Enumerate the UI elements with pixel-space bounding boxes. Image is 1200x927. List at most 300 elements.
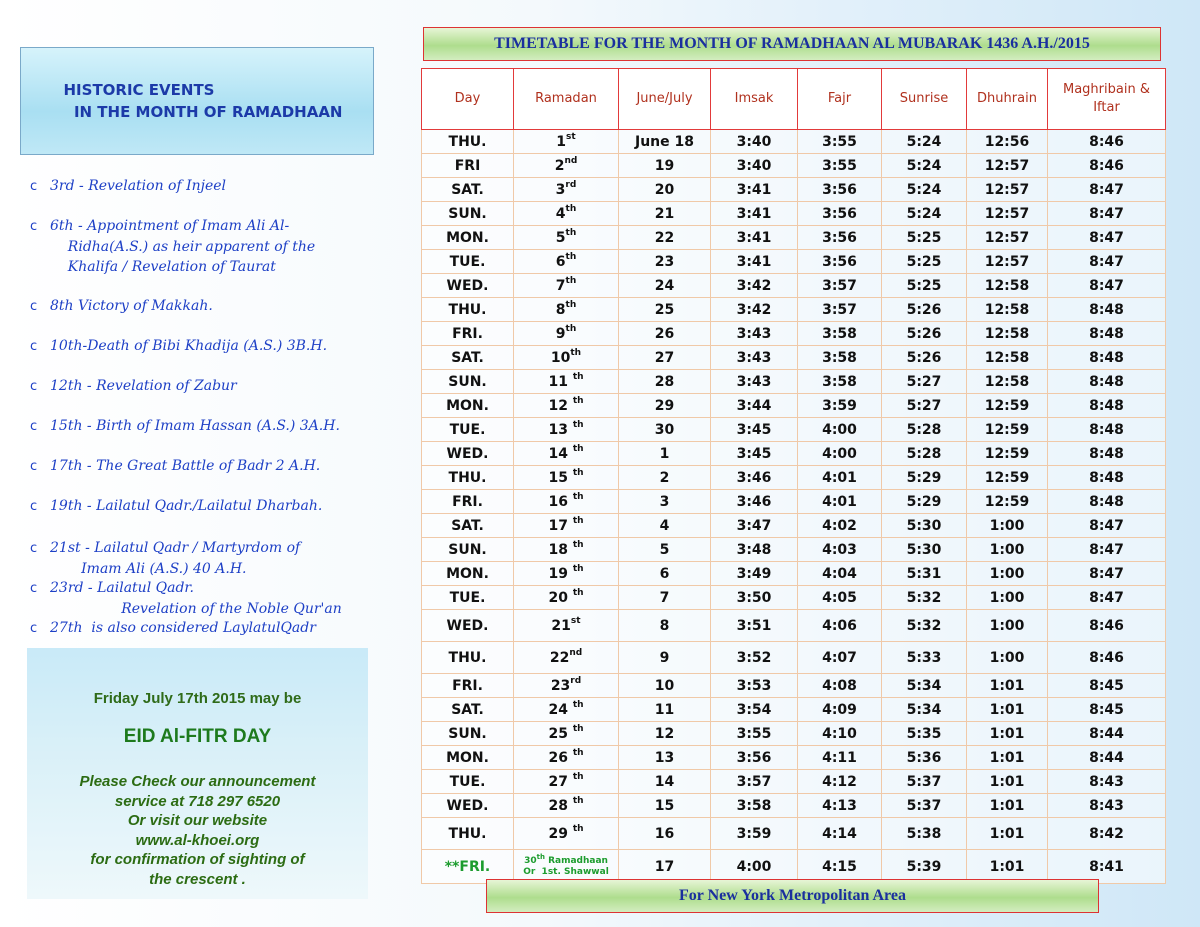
dhuhrain-cell: 1:00 (967, 642, 1048, 674)
sunrise-cell: 5:39 (882, 850, 967, 884)
table-row (422, 442, 1166, 466)
imsak-cell: 3:45 (711, 418, 798, 442)
table-row (422, 562, 1166, 586)
fajr-cell: 4:06 (798, 610, 882, 642)
historic-event-item (30, 618, 316, 639)
fajr-cell: 4:10 (798, 722, 882, 746)
date-cell: 30 (619, 418, 711, 442)
dhuhrain-cell: 12:59 (967, 442, 1048, 466)
ordinal-suffix: th (565, 203, 577, 214)
date-cell: 1 (619, 442, 711, 466)
day-cell: SUN. (422, 202, 514, 226)
date-cell: 3 (619, 490, 711, 514)
day-cell: WED. (422, 274, 514, 298)
fajr-cell: 4:14 (798, 818, 882, 850)
sunrise-cell: 5:34 (882, 674, 967, 698)
eid-announcement-box (27, 648, 368, 899)
ramadan-day-cell (514, 178, 619, 202)
dhuhrain-cell: 12:58 (967, 346, 1048, 370)
imsak-cell: 3:54 (711, 698, 798, 722)
sunrise-cell: 5:31 (882, 562, 967, 586)
ramadan-day-number: 12 (548, 397, 573, 414)
day-cell: SAT. (422, 514, 514, 538)
iftar-cell: 8:47 (1048, 586, 1166, 610)
fajr-cell: 3:58 (798, 346, 882, 370)
imsak-cell: 3:50 (711, 586, 798, 610)
imsak-cell: 3:45 (711, 442, 798, 466)
historic-event-text: Revelation of the Noble Qur'an (50, 601, 342, 617)
day-cell: TUE. (422, 418, 514, 442)
eid-contact-info: Please Check our announcement service at 718 297 6520 Or visit our website www.al-khoei.org for confirmation of sighting of the crescent . (79, 773, 316, 888)
iftar-cell: 8:43 (1048, 794, 1166, 818)
day-cell: FRI. (422, 674, 514, 698)
ramadan-day-cell (514, 394, 619, 418)
fajr-cell: 3:58 (798, 370, 882, 394)
day-cell: THU. (422, 466, 514, 490)
table-row (422, 586, 1166, 610)
imsak-cell: 3:40 (711, 154, 798, 178)
sunrise-cell: 5:26 (882, 322, 967, 346)
iftar-cell: 8:46 (1048, 130, 1166, 154)
date-cell: 12 (619, 722, 711, 746)
iftar-cell: 8:45 (1048, 674, 1166, 698)
day-cell: MON. (422, 562, 514, 586)
imsak-cell: 3:41 (711, 226, 798, 250)
ramadan-day-number: 18 (548, 541, 573, 558)
day-cell: SUN. (422, 370, 514, 394)
table-row (422, 490, 1166, 514)
sunrise-cell: 5:29 (882, 466, 967, 490)
ordinal-suffix: th (572, 539, 584, 550)
fajr-cell: 3:59 (798, 394, 882, 418)
ordinal-suffix: th (536, 852, 545, 861)
dhuhrain-cell: 12:58 (967, 274, 1048, 298)
historic-event-item (30, 336, 327, 357)
table-row (422, 466, 1166, 490)
ordinal-suffix: rd (565, 179, 577, 190)
sunrise-cell: 5:26 (882, 346, 967, 370)
table-row (422, 274, 1166, 298)
imsak-cell: 3:52 (711, 642, 798, 674)
iftar-cell: 8:48 (1048, 322, 1166, 346)
fajr-cell: 4:04 (798, 562, 882, 586)
ordinal-suffix: th (572, 795, 584, 806)
ramadan-day-cell (514, 418, 619, 442)
ordinal-suffix: th (572, 563, 584, 574)
ordinal-suffix: th (572, 747, 584, 758)
ramadan-day-number: 20 (548, 589, 573, 606)
ramadan-day-cell (514, 298, 619, 322)
ramadan-day-cell (514, 722, 619, 746)
fajr-cell: 4:12 (798, 770, 882, 794)
iftar-cell: 8:48 (1048, 346, 1166, 370)
ramadan-day-number: 21 (551, 617, 571, 634)
iftar-cell: 8:46 (1048, 154, 1166, 178)
sunrise-cell: 5:30 (882, 514, 967, 538)
fajr-cell: 3:58 (798, 322, 882, 346)
historic-event-item (30, 456, 320, 477)
table-row (422, 322, 1166, 346)
day-cell: FRI. (422, 490, 514, 514)
date-cell: 28 (619, 370, 711, 394)
ordinal-suffix: th (572, 515, 584, 526)
table-row (422, 698, 1166, 722)
imsak-cell: 3:43 (711, 346, 798, 370)
table-row (422, 642, 1166, 674)
fajr-cell: 4:01 (798, 466, 882, 490)
iftar-cell: 8:47 (1048, 226, 1166, 250)
table-row (422, 394, 1166, 418)
ordinal-suffix: th (572, 723, 584, 734)
historic-event-text: 6th - Appointment of Imam Ali Al- (50, 218, 290, 234)
sunrise-cell: 5:25 (882, 226, 967, 250)
eid-title: EID Al-FITR DAY (123, 726, 272, 747)
imsak-cell: 3:48 (711, 538, 798, 562)
sunrise-cell: 5:32 (882, 586, 967, 610)
dhuhrain-cell: 12:57 (967, 202, 1048, 226)
iftar-cell: 8:48 (1048, 418, 1166, 442)
day-cell: SUN. (422, 722, 514, 746)
day-cell: WED. (422, 610, 514, 642)
imsak-cell: 3:57 (711, 770, 798, 794)
sunrise-cell: 5:33 (882, 642, 967, 674)
column-header: Maghribain & Iftar (1048, 69, 1166, 130)
sunrise-cell: 5:26 (882, 298, 967, 322)
sunrise-cell: 5:28 (882, 442, 967, 466)
day-cell: **FRI. (422, 850, 514, 884)
table-row (422, 674, 1166, 698)
dhuhrain-cell: 1:01 (967, 722, 1048, 746)
table-row (422, 154, 1166, 178)
historic-event-text: 23rd - Lailatul Qadr. (50, 580, 195, 596)
day-cell: MON. (422, 746, 514, 770)
iftar-cell: 8:47 (1048, 562, 1166, 586)
ramadan-day-cell (514, 226, 619, 250)
table-row (422, 418, 1166, 442)
dhuhrain-cell: 1:00 (967, 562, 1048, 586)
ramadan-day-number: 29 (548, 825, 573, 842)
date-cell: 17 (619, 850, 711, 884)
ordinal-suffix: th (572, 491, 584, 502)
iftar-cell: 8:47 (1048, 538, 1166, 562)
ramadan-day-cell (514, 698, 619, 722)
sunrise-cell: 5:25 (882, 250, 967, 274)
day-cell: TUE. (422, 586, 514, 610)
dhuhrain-cell: 1:00 (967, 514, 1048, 538)
day-cell: FRI. (422, 322, 514, 346)
date-cell: 24 (619, 274, 711, 298)
day-cell: THU. (422, 298, 514, 322)
day-cell: MON. (422, 394, 514, 418)
imsak-cell: 3:46 (711, 466, 798, 490)
ramadan-day-number: 2 (554, 157, 565, 174)
historic-event-item (30, 376, 237, 397)
ramadan-day-cell (514, 674, 619, 698)
fajr-cell: 3:56 (798, 178, 882, 202)
dhuhrain-cell: 12:58 (967, 370, 1048, 394)
dhuhrain-cell: 1:00 (967, 610, 1048, 642)
date-cell: 19 (619, 154, 711, 178)
fajr-cell: 4:13 (798, 794, 882, 818)
iftar-cell: 8:48 (1048, 490, 1166, 514)
day-cell: MON. (422, 226, 514, 250)
historic-event-item (30, 496, 322, 517)
date-cell: 9 (619, 642, 711, 674)
bullet-icon: c (30, 499, 38, 514)
fajr-cell: 4:15 (798, 850, 882, 884)
iftar-cell: 8:42 (1048, 818, 1166, 850)
imsak-cell: 3:49 (711, 562, 798, 586)
ordinal-suffix: th (565, 227, 577, 238)
iftar-cell: 8:46 (1048, 642, 1166, 674)
dhuhrain-cell: 1:01 (967, 698, 1048, 722)
prayer-timetable (421, 68, 1166, 884)
timetable-title-banner (423, 27, 1161, 61)
fajr-cell: 4:00 (798, 418, 882, 442)
date-cell: 11 (619, 698, 711, 722)
column-header: Sunrise (882, 69, 967, 130)
date-cell: June 18 (619, 130, 711, 154)
ramadan-day-cell (514, 562, 619, 586)
table-row (422, 722, 1166, 746)
fajr-cell: 3:56 (798, 250, 882, 274)
fajr-cell: 3:55 (798, 130, 882, 154)
column-header: Fajr (798, 69, 882, 130)
ramadan-day-number: 6 (555, 253, 566, 270)
historic-event-item (30, 216, 315, 277)
ramadan-day-cell (514, 514, 619, 538)
date-cell: 15 (619, 794, 711, 818)
imsak-cell: 3:55 (711, 722, 798, 746)
historic-event-text: 10th-Death of Bibi Khadija (A.S.) 3B.H. (50, 338, 328, 354)
historic-event-text: Ridha(A.S.) as heir apparent of the (50, 239, 316, 255)
iftar-cell: 8:44 (1048, 722, 1166, 746)
dhuhrain-cell: 1:01 (967, 746, 1048, 770)
fajr-cell: 4:03 (798, 538, 882, 562)
date-cell: 29 (619, 394, 711, 418)
bullet-icon: c (30, 299, 38, 314)
ramadan-day-number: 19 (548, 565, 573, 582)
imsak-cell: 3:42 (711, 298, 798, 322)
table-row (422, 202, 1166, 226)
imsak-cell: 3:41 (711, 178, 798, 202)
shawwal-note: Or 1st. Shawwal (523, 866, 609, 877)
fajr-cell: 4:11 (798, 746, 882, 770)
sunrise-cell: 5:37 (882, 794, 967, 818)
bullet-icon: c (30, 621, 38, 636)
ordinal-suffix: th (565, 275, 577, 286)
iftar-cell: 8:46 (1048, 610, 1166, 642)
date-cell: 2 (619, 466, 711, 490)
imsak-cell: 3:43 (711, 322, 798, 346)
imsak-cell: 3:59 (711, 818, 798, 850)
ordinal-suffix: nd (564, 155, 578, 166)
bullet-icon: c (30, 179, 38, 194)
bullet-icon: c (30, 219, 38, 234)
ramadan-day-number: 30 (524, 855, 537, 866)
dhuhrain-cell: 12:57 (967, 250, 1048, 274)
ramadan-day-number: 11 (548, 373, 573, 390)
date-cell: 22 (619, 226, 711, 250)
iftar-cell: 8:41 (1048, 850, 1166, 884)
iftar-cell: 8:43 (1048, 770, 1166, 794)
dhuhrain-cell: 12:59 (967, 466, 1048, 490)
day-cell: THU. (422, 130, 514, 154)
dhuhrain-cell: 1:00 (967, 586, 1048, 610)
ramadan-day-number: 17 (548, 517, 573, 534)
ramadan-day-cell (514, 322, 619, 346)
ramadan-day-cell (514, 202, 619, 226)
dhuhrain-cell: 12:57 (967, 226, 1048, 250)
ordinal-suffix: th (565, 299, 577, 310)
iftar-cell: 8:47 (1048, 274, 1166, 298)
day-cell: TUE. (422, 250, 514, 274)
ordinal-suffix: th (572, 467, 584, 478)
day-cell: WED. (422, 794, 514, 818)
iftar-cell: 8:47 (1048, 514, 1166, 538)
ramadan-day-cell (514, 370, 619, 394)
fajr-cell: 3:56 (798, 226, 882, 250)
column-header: Imsak (711, 69, 798, 130)
fajr-cell: 4:01 (798, 490, 882, 514)
historic-event-text: 21st - Lailatul Qadr / Martyrdom of (50, 540, 301, 556)
dhuhrain-cell: 12:59 (967, 490, 1048, 514)
ramadan-day-cell (514, 770, 619, 794)
ramadhaan-label: Ramadhaan (544, 855, 608, 866)
table-row (422, 818, 1166, 850)
table-row (422, 130, 1166, 154)
column-header: June/July (619, 69, 711, 130)
ramadan-day-number: 16 (548, 493, 573, 510)
table-row (422, 226, 1166, 250)
date-cell: 20 (619, 178, 711, 202)
footer-text: For New York Metropolitan Area (679, 887, 906, 904)
column-header: Dhuhrain (967, 69, 1048, 130)
table-row (422, 770, 1166, 794)
eid-date-line: Friday July 17th 2015 may be (93, 690, 302, 707)
imsak-cell: 3:46 (711, 490, 798, 514)
ramadan-day-cell (514, 442, 619, 466)
day-cell: TUE. (422, 770, 514, 794)
ramadan-day-number: 9 (555, 325, 566, 342)
fajr-cell: 4:00 (798, 442, 882, 466)
date-cell: 27 (619, 346, 711, 370)
dhuhrain-cell: 1:01 (967, 850, 1048, 884)
date-cell: 4 (619, 514, 711, 538)
ramadan-day-number: 23 (550, 677, 571, 694)
dhuhrain-cell: 12:57 (967, 154, 1048, 178)
column-header: Day (422, 69, 514, 130)
historic-event-text: 3rd - Revelation of Injeel (50, 178, 227, 194)
iftar-cell: 8:47 (1048, 178, 1166, 202)
historic-event-text: 12th - Revelation of Zabur (50, 378, 237, 394)
dhuhrain-cell: 12:59 (967, 394, 1048, 418)
iftar-cell: 8:48 (1048, 298, 1166, 322)
date-cell: 16 (619, 818, 711, 850)
ramadan-day-cell (514, 610, 619, 642)
ramadan-day-number: 25 (548, 725, 573, 742)
table-row (422, 250, 1166, 274)
sunrise-cell: 5:30 (882, 538, 967, 562)
ordinal-suffix: rd (570, 675, 582, 686)
ramadan-day-cell (514, 746, 619, 770)
ramadan-day-number: 1 (556, 133, 567, 150)
ordinal-suffix: th (572, 587, 584, 598)
imsak-cell: 3:43 (711, 370, 798, 394)
imsak-cell: 3:42 (711, 274, 798, 298)
ramadan-day-cell (514, 642, 619, 674)
table-body (422, 130, 1166, 884)
historic-event-item (30, 578, 342, 619)
historic-event-text: Imam Ali (A.S.) 40 A.H. (50, 561, 247, 577)
historic-event-text: 8th Victory of Makkah. (50, 298, 213, 314)
imsak-cell: 3:58 (711, 794, 798, 818)
iftar-cell: 8:47 (1048, 250, 1166, 274)
table-row (422, 746, 1166, 770)
table-row (422, 514, 1166, 538)
historic-event-item (30, 416, 340, 437)
imsak-cell: 3:51 (711, 610, 798, 642)
historic-event-text: 15th - Birth of Imam Hassan (A.S.) 3A.H. (50, 418, 340, 434)
ramadan-day-cell (514, 346, 619, 370)
historic-event-text: 17th - The Great Battle of Badr 2 A.H. (50, 458, 321, 474)
ordinal-suffix: th (572, 823, 584, 834)
ramadan-day-number: 5 (555, 229, 566, 246)
day-cell: THU. (422, 642, 514, 674)
ramadan-day-number: 24 (548, 701, 573, 718)
imsak-cell: 3:40 (711, 130, 798, 154)
fajr-cell: 4:02 (798, 514, 882, 538)
ordinal-suffix: th (572, 771, 584, 782)
fajr-cell: 4:08 (798, 674, 882, 698)
dhuhrain-cell: 12:59 (967, 418, 1048, 442)
ordinal-suffix: th (570, 347, 582, 358)
historic-event-text: 27th is also considered LaylatulQadr (50, 620, 316, 636)
date-cell: 13 (619, 746, 711, 770)
ramadan-day-number: 10 (550, 349, 571, 366)
sunrise-cell: 5:25 (882, 274, 967, 298)
fajr-cell: 3:57 (798, 298, 882, 322)
table-row (422, 370, 1166, 394)
historic-event-item (30, 296, 213, 317)
ordinal-suffix: st (566, 131, 576, 142)
table-row (422, 178, 1166, 202)
date-cell: 6 (619, 562, 711, 586)
date-cell: 25 (619, 298, 711, 322)
historic-events-box (20, 47, 374, 155)
sunrise-cell: 5:34 (882, 698, 967, 722)
date-cell: 10 (619, 674, 711, 698)
bullet-icon: c (30, 339, 38, 354)
ordinal-suffix: th (572, 371, 584, 382)
fajr-cell: 4:07 (798, 642, 882, 674)
ramadan-day-cell (514, 130, 619, 154)
ordinal-suffix: th (572, 395, 584, 406)
dhuhrain-cell: 12:57 (967, 178, 1048, 202)
ordinal-suffix: th (572, 699, 584, 710)
fajr-cell: 3:57 (798, 274, 882, 298)
table-row (422, 794, 1166, 818)
bullet-icon: c (30, 581, 38, 596)
historic-event-item (30, 538, 300, 579)
date-cell: 7 (619, 586, 711, 610)
ordinal-suffix: th (565, 251, 577, 262)
sunrise-cell: 5:24 (882, 202, 967, 226)
day-cell: FRI (422, 154, 514, 178)
date-cell: 26 (619, 322, 711, 346)
ramadan-day-number: 27 (548, 773, 573, 790)
ordinal-suffix: th (572, 419, 584, 430)
